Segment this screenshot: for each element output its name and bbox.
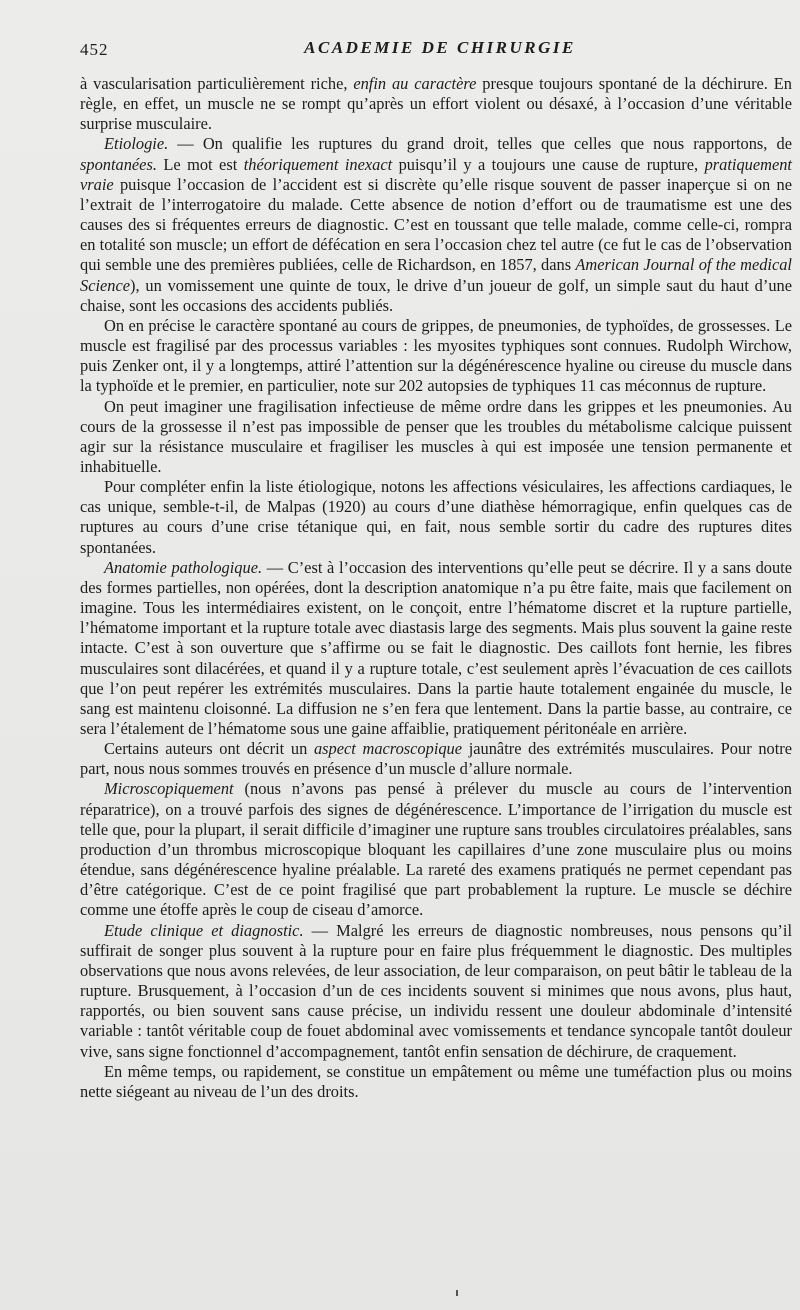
paragraph: Pour compléter enfin la liste étiologique, notons les affections vésiculaires, les affections cardiaques, le cas unique, semble-t-il, de Malpas (1920) au cours d’une diathèse hémorragique, enfin quelques cas de ruptures au cours d’une crise tétanique qui, en fait, nous semble sortir du cadre des ruptures dites spontanées.	[80, 477, 792, 557]
paragraph: En même temps, ou rapidement, se constitue un empâtement ou même une tuméfaction plus ou moins nette siégeant au niveau de l’un des droits.	[80, 1061, 792, 1101]
italic-run: Etude clinique et diagnostic.	[104, 920, 304, 940]
paragraph: Certains auteurs ont décrit un aspect macroscopique jaunâtre des extrémités musculaires. Pour notre part, nous nous sommes trouvés en présence d’un muscle d’allure normale.	[80, 739, 792, 779]
italic-run: théoriquement inexact	[243, 154, 393, 174]
italic-run: Anatomie pathologique.	[104, 557, 263, 577]
paragraph: à vascularisation particulièrement riche, enfin au caractère presque toujours spontané de la déchirure. En règle, en effet, un muscle ne se rompt qu’après un effort violent ou désaxé, à l’occasion d’une véritable surprise musculaire.	[80, 74, 792, 134]
paragraph-etude-clinique: Etude clinique et diagnostic. — Malgré les erreurs de diagnostic nombreuses, nous pensons qu’il suffirait de songer plus souvent à la rupture pour en faire plus fréquemment le diagnostic. Des multiples observations que nous avons relevées, de leur association, de leur comparaison, on peut bâtir le tableau de la rupture. Brusquement, à l’occasion d’un de ces incidents souvent si minimes que nous avons, plus haut, rapportés, ou bien souvent sans cause précise, un individu ressent une douleur abdominale d’intensité variable : tantôt véritable coup de fouet abdominal avec vomissements et tendance syncopale tantôt douleur vive, sans signe fonctionnel d’accompagnement, tantôt enfin sensation de déchirure, de craquement.	[80, 920, 792, 1061]
running-head	[80, 38, 790, 64]
italic-run: American Journal of the medical Science	[80, 255, 792, 295]
paragraph-anatomie-pathologique: Anatomie pathologique. — C’est à l’occasion des interventions qu’elle peut se décrire. Il y a sans doute des formes partielles, non opérées, dont la description anatomique n’a pu être faite, mais que facilement on imagine. Tous les intermédiaires existent, on le conçoit, entre l’hématome discret et la rupture partielle, l’hématome important et la rupture totale avec diastasis large des segments. Mais plus souvent la gaine reste intacte. C’est à son ouverture que s’affirme ou se fait le diagnostic. Des caillots font hernie, les fibres musculaires sont dilacérées, et quand il y a rupture totale, c’est seulement après l’évacuation de ces caillots que l’on peut repérer les extrémités musculaires. Dans la partie haute totalement engainée du muscle, le sang est maintenu cloisonné. La diffusion ne s’en fera que lentement. Dans la partie basse, au contraire, ce sera l’étalement de l’hématome sous une gaine affaiblie, pratiquement péritonéale en arrière.	[80, 557, 793, 738]
scan-mark	[456, 1290, 458, 1296]
italic-run: spontanées.	[80, 154, 157, 174]
paragraph-microscopie: Microscopiquement (nous n’avons pas pensé à prélever du muscle au cours de l’intervention réparatrice), on a trouvé parfois des signes de dégénérescence. L’importance de l’irrigation du muscle est telle que, pour la plupart, il serait difficile d’imaginer une rupture sans troubles circulatoires préalables, sans production d’un thrombus microscopique bloquant les capillaires d’une zone musculaire plus ou moins étendue, sans dégénérescence hyaline préalable. La rareté des examens pratiqués ne permet cependant pas d’être catégorique. C’est de ce point fragilisé que part probablement la rupture. Le muscle se déchire comme une étoffe après le coup de ciseau d’amorce.	[80, 779, 792, 920]
article-body	[80, 74, 792, 1102]
paragraph-etiologie: Etiologie. — On qualifie les ruptures du grand droit, telles que celles que nous rapportons, de spontanées. Le mot est théoriquement inexact puisqu’il y a toujours une cause de rupture, pratiquement vraie puisque l’occasion de l’accident est si discrète qu’elle risque souvent de passer inaperçue si on ne l’extrait de l’interrogatoire du malade. Cette absence de notion d’effort ou de traumatisme est une des causes des si fréquentes erreurs de diagnostic. C’est en toussant que telle malade, comme celle-ci, rompra en totalité son muscle; un effort de défécation en sera l’occasion chez tel autre (ce fut le cas de l’observation qui semble une des premières publiées, celle de Richardson, en 1857, dans American Journal of the medical Science), un vomissement une quinte de toux, le drive d’un joueur de golf, un simple saut du haut d’une chaise, sont les occasions des accidents publiés.	[80, 134, 792, 315]
page-number: 452	[80, 40, 109, 59]
italic-run: aspect macroscopique	[313, 739, 463, 759]
italic-run: pratiquement vraie	[80, 154, 792, 194]
paragraph: On en précise le caractère spontané au cours de grippes, de pneumonies, de typhoïdes, de grossesses. Le muscle est fragilisé par des processus variables : les myosites typhiques sont connues. Rudolph Wirchow, puis Zenker ont, il y a longtemps, attiré l’attention sur la dégénérescence hyaline ou cireuse du muscle dans la typhoïde et le premier, en particulier, note sur 202 autopsies de typhiques 11 cas méconnus de rupture.	[80, 315, 792, 396]
paragraph: On peut imaginer une fragilisation infectieuse de même ordre dans les grippes et les pneumonies. Au cours de la grossesse il n’est pas impossible de penser que les troubles du métabolisme calcique puissent agir sur la résistance musculaire et fragiliser les muscles à qui est imposée une tension permanente et inhabituelle.	[80, 396, 792, 476]
italic-run: Microscopiquement	[104, 779, 234, 799]
italic-run: enfin au caractère	[353, 74, 477, 93]
italic-run: Etiologie.	[104, 134, 169, 154]
journal-title: ACADEMIE DE CHIRURGIE	[304, 38, 576, 57]
